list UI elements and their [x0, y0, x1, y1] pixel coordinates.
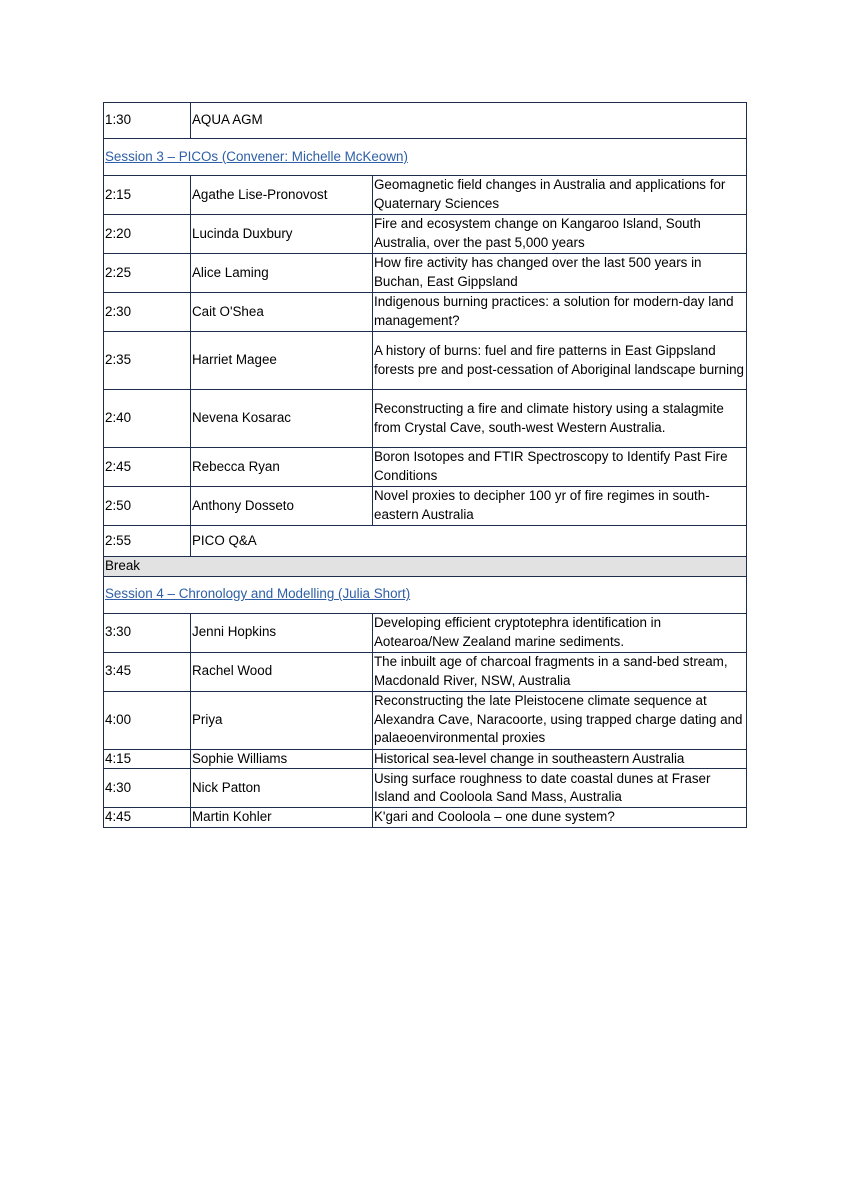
talk-title-cell: Boron Isotopes and FTIR Spectroscopy to Identify Past Fire Conditions — [373, 448, 747, 487]
table-row — [104, 487, 747, 526]
talk-title-cell: Novel proxies to decipher 100 yr of fire regimes in south-eastern Australia — [373, 487, 747, 526]
talk-title-cell: How fire activity has changed over the last 500 years in Buchan, East Gippsland — [373, 254, 747, 293]
time-cell: 2:45 — [104, 448, 191, 487]
table-row — [104, 332, 747, 390]
break-label: Break — [104, 557, 747, 577]
time-cell: 3:45 — [104, 652, 191, 691]
time-cell: 2:25 — [104, 254, 191, 293]
time-cell: 2:40 — [104, 390, 191, 448]
table-row — [104, 448, 747, 487]
time-cell: 2:30 — [104, 293, 191, 332]
talk-title-cell: Historical sea-level change in southeastern Australia — [373, 749, 747, 769]
agm-label: AQUA AGM — [191, 103, 747, 139]
time-cell: 4:00 — [104, 691, 191, 749]
table-row — [104, 254, 747, 293]
talk-title-cell: Developing efficient cryptotephra identification in Aotearoa/New Zealand marine sediments. — [373, 613, 747, 652]
presenter-cell: Rachel Wood — [191, 652, 373, 691]
presenter-cell: Alice Laming — [191, 254, 373, 293]
presenter-cell: Lucinda Duxbury — [191, 215, 373, 254]
talk-title-cell: K'gari and Cooloola – one dune system? — [373, 808, 747, 828]
presenter-cell: Harriet Magee — [191, 332, 373, 390]
time-cell: 2:55 — [104, 526, 191, 557]
talk-title-cell: Indigenous burning practices: a solution for modern-day land management? — [373, 293, 747, 332]
time-cell: 4:45 — [104, 808, 191, 828]
time-cell: 4:30 — [104, 769, 191, 808]
qa-label: PICO Q&A — [191, 526, 747, 557]
presenter-cell: Anthony Dosseto — [191, 487, 373, 526]
time-cell: 3:30 — [104, 613, 191, 652]
presenter-cell: Jenni Hopkins — [191, 613, 373, 652]
time-cell: 2:20 — [104, 215, 191, 254]
presenter-cell: Priya — [191, 691, 373, 749]
time-cell: 4:15 — [104, 749, 191, 769]
break-row — [104, 557, 747, 577]
time-cell: 1:30 — [104, 103, 191, 139]
table-row — [104, 769, 747, 808]
session-3-heading-link[interactable]: Session 3 – PICOs (Convener: Michelle McKeown) — [105, 148, 408, 164]
table-row — [104, 613, 747, 652]
presenter-cell: Cait O'Shea — [191, 293, 373, 332]
session-4-heading-link[interactable]: Session 4 – Chronology and Modelling (Julia Short) — [105, 586, 411, 602]
table-row — [104, 808, 747, 828]
session-3-heading-cell — [104, 139, 747, 176]
time-cell: 2:35 — [104, 332, 191, 390]
talk-title-cell: A history of burns: fuel and fire patterns in East Gippsland forests pre and post-cessation of Aboriginal landscape burning — [373, 332, 747, 390]
presenter-cell: Sophie Williams — [191, 749, 373, 769]
time-cell: 2:50 — [104, 487, 191, 526]
talk-title-cell: Using surface roughness to date coastal dunes at Fraser Island and Cooloola Sand Mass, Australia — [373, 769, 747, 808]
schedule-table — [103, 102, 747, 828]
session-4-heading-cell — [104, 576, 747, 613]
table-row — [104, 652, 747, 691]
talk-title-cell: Reconstructing a fire and climate history using a stalagmite from Crystal Cave, south-west Western Australia. — [373, 390, 747, 448]
presenter-cell: Nick Patton — [191, 769, 373, 808]
session-4-heading-row — [104, 576, 747, 613]
table-row — [104, 176, 747, 215]
presenter-cell: Agathe Lise-Pronovost — [191, 176, 373, 215]
time-cell: 2:15 — [104, 176, 191, 215]
session-3-heading-row — [104, 139, 747, 176]
talk-title-cell: Geomagnetic field changes in Australia and applications for Quaternary Sciences — [373, 176, 747, 215]
presenter-cell: Nevena Kosarac — [191, 390, 373, 448]
table-row — [104, 215, 747, 254]
presenter-cell: Rebecca Ryan — [191, 448, 373, 487]
table-row-agm — [104, 103, 747, 139]
table-row — [104, 390, 747, 448]
talk-title-cell: The inbuilt age of charcoal fragments in a sand-bed stream, Macdonald River, NSW, Australia — [373, 652, 747, 691]
table-row — [104, 293, 747, 332]
presenter-cell: Martin Kohler — [191, 808, 373, 828]
table-row-qa — [104, 526, 747, 557]
talk-title-cell: Reconstructing the late Pleistocene climate sequence at Alexandra Cave, Naracoorte, using trapped charge dating and palaeoenvironmental proxies — [373, 691, 747, 749]
table-row — [104, 691, 747, 749]
table-row — [104, 749, 747, 769]
talk-title-cell: Fire and ecosystem change on Kangaroo Island, South Australia, over the past 5,000 years — [373, 215, 747, 254]
